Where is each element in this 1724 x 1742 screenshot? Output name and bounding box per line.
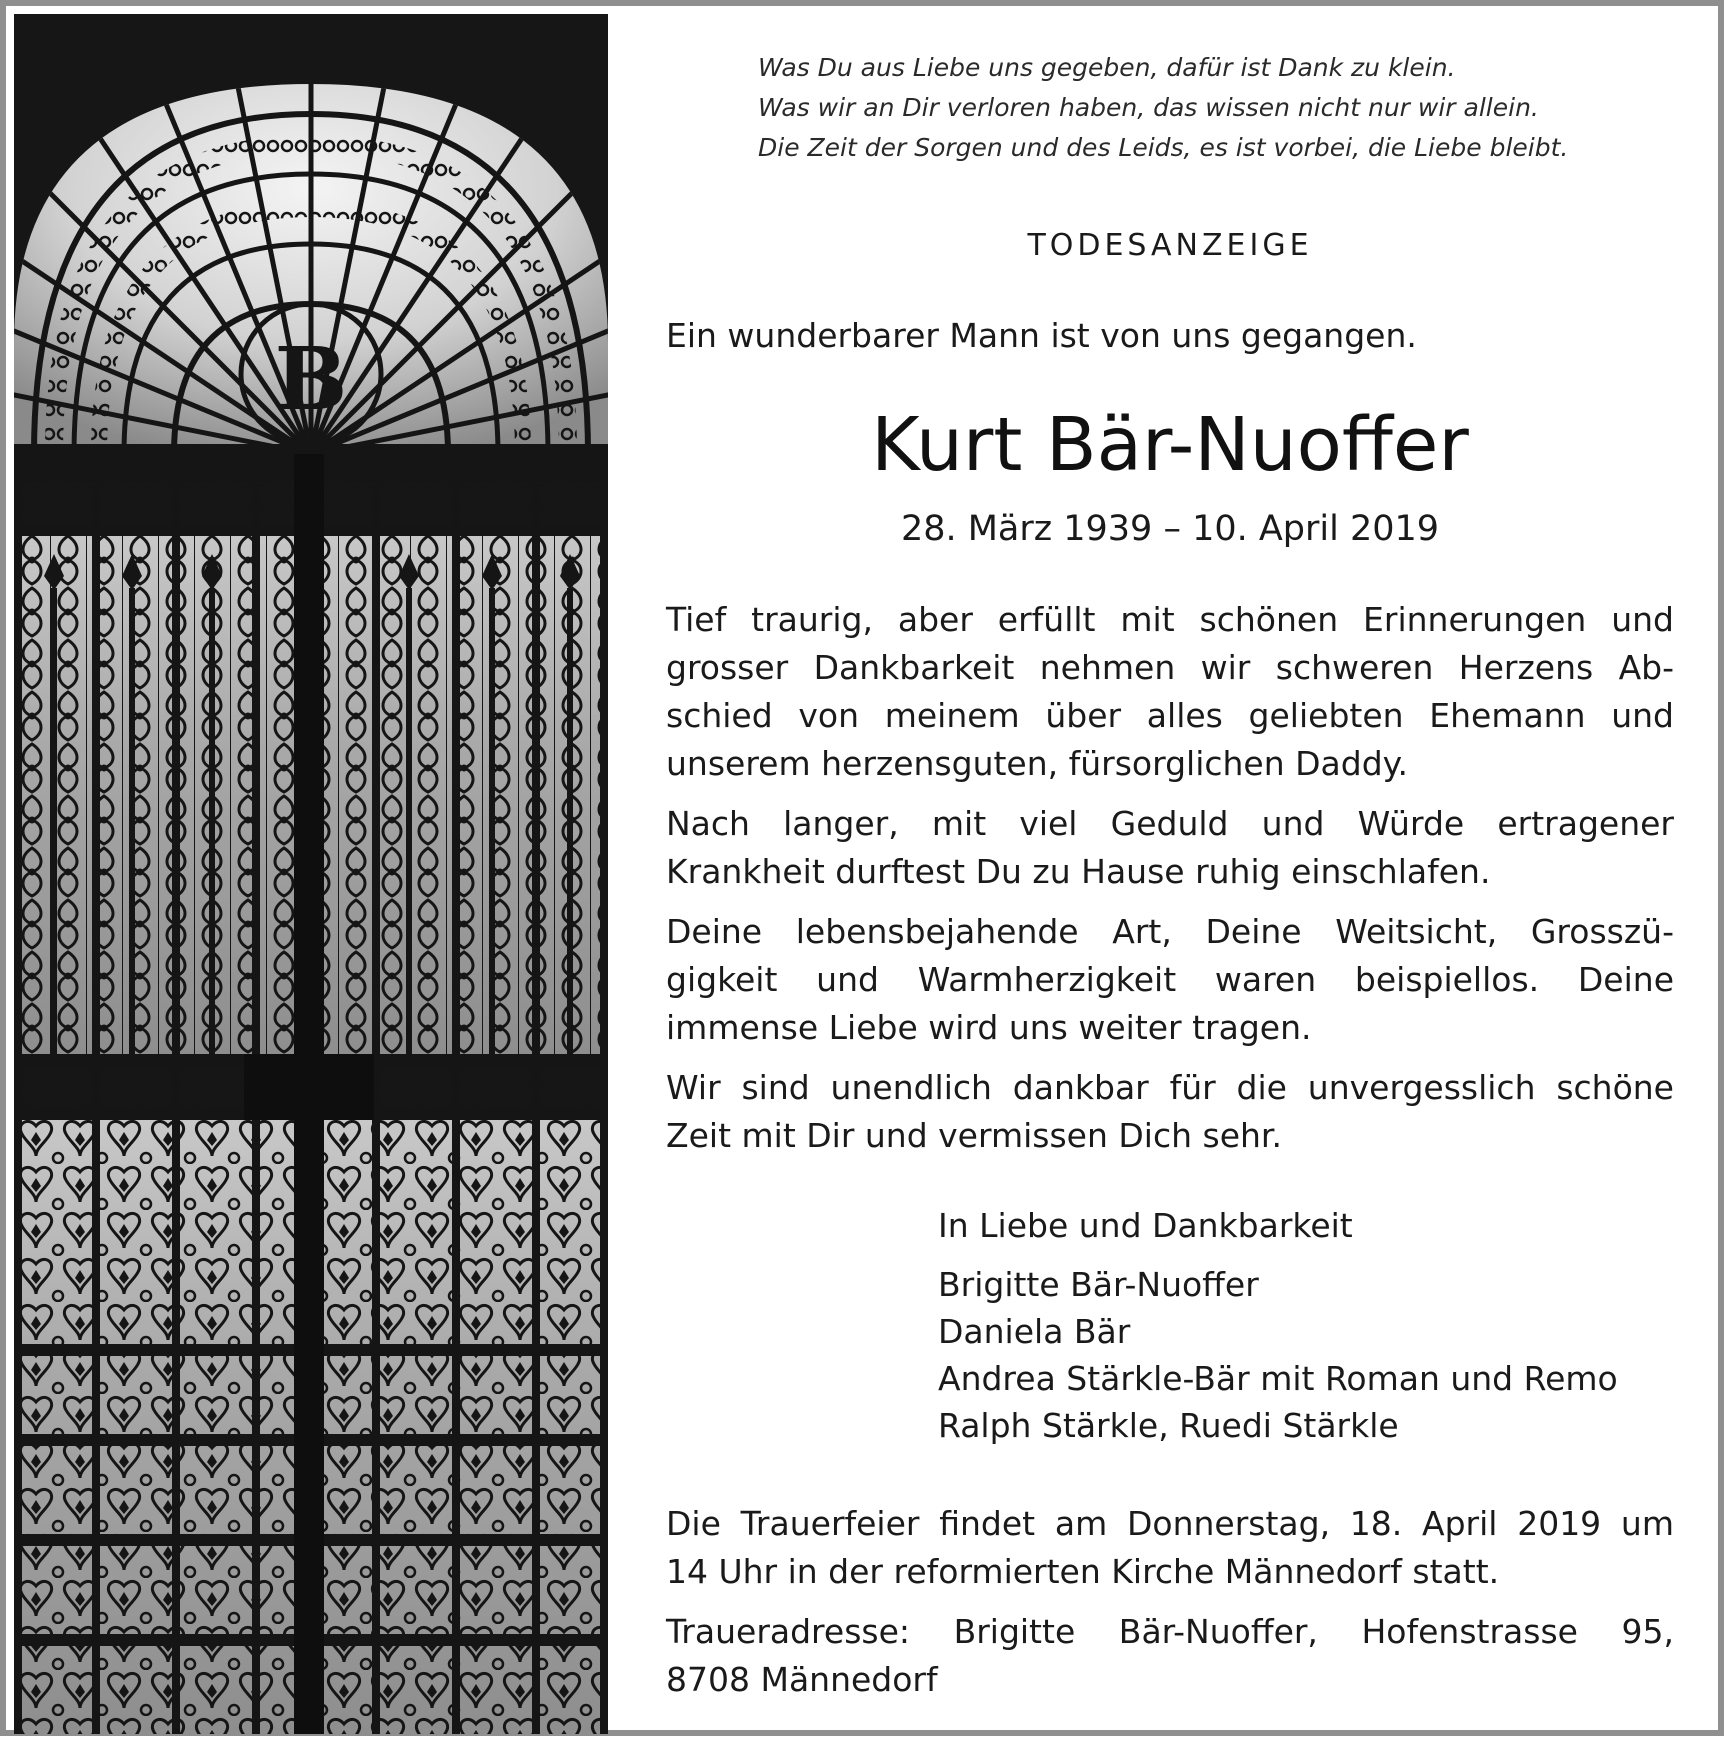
mourner-name: Ralph Stärkle, Ruedi Stärkle	[938, 1406, 1399, 1445]
mourner-name: Daniela Bär	[938, 1312, 1131, 1351]
footer-line: Die Trauerfeier findet am Donnerstag, 18. April 2019 um	[666, 1504, 1674, 1543]
body-line: Wir sind unendlich dankbar für die unvergesslich schöne	[666, 1068, 1674, 1107]
verse-line: Was Du aus Liebe uns gegeben, dafür ist Dank zu klein.	[758, 53, 1456, 82]
body-paragraph	[666, 1064, 1674, 1160]
body-line: schied von meinem über alles geliebten Ehemann und	[666, 696, 1674, 735]
deceased-name: Kurt Bär-Nuoffer	[871, 402, 1469, 488]
notice-heading: TODESANZEIGE	[1027, 228, 1313, 263]
body-line: Nach langer, mit viel Geduld und Würde ertragener	[666, 804, 1674, 843]
body-line: Tief traurig, aber erfüllt mit schönen Erinnerungen und	[666, 600, 1674, 639]
church-gate-photo	[14, 14, 608, 1734]
body-line: grosser Dankbarkeit nehmen wir schweren Herzens Ab-	[666, 648, 1674, 687]
obituary-body	[666, 596, 1674, 1172]
funeral-details	[666, 1500, 1674, 1716]
body-paragraph	[666, 596, 1674, 788]
monogram-letter: B	[274, 329, 348, 430]
body-line: Krankheit durftest Du zu Hause ruhig einschlafen.	[666, 852, 1491, 891]
body-line: unserem herzensguten, fürsorglichen Daddy.	[666, 744, 1408, 783]
body-paragraph	[666, 800, 1674, 896]
obituary-text	[666, 6, 1674, 1742]
body-line: gigkeit und Warmherzigkeit waren beispiellos. Deine	[666, 960, 1674, 999]
body-line: Deine lebensbejahende Art, Deine Weitsicht, Grosszü-	[666, 912, 1674, 951]
life-dates: 28. März 1939 – 10. April 2019	[900, 509, 1440, 549]
memorial-verse	[758, 48, 1568, 168]
mourner-name: Andrea Stärkle-Bär mit Roman und Remo	[938, 1359, 1618, 1398]
mourning-address	[666, 1608, 1674, 1704]
intro-line: Ein wunderbarer Mann ist von uns gegangen.	[666, 316, 1417, 355]
family-signature	[938, 1202, 1618, 1449]
verse-line: Die Zeit der Sorgen und des Leids, es ist vorbei, die Liebe bleibt.	[758, 133, 1569, 162]
mourner-name: Brigitte Bär-Nuoffer	[938, 1265, 1259, 1304]
body-paragraph	[666, 908, 1674, 1052]
body-line: Zeit mit Dir und vermissen Dich sehr.	[666, 1116, 1282, 1155]
footer-line: 8708 Männedorf	[666, 1660, 938, 1699]
signature-greeting: In Liebe und Dankbarkeit	[938, 1206, 1353, 1245]
service-info	[666, 1500, 1674, 1596]
wrought-iron-gate-image	[14, 14, 608, 1734]
verse-line: Was wir an Dir verloren haben, das wissen nicht nur wir allein.	[758, 93, 1539, 122]
footer-line: Traueradresse: Brigitte Bär-Nuoffer, Hofenstrasse 95,	[666, 1612, 1674, 1651]
footer-line: 14 Uhr in der reformierten Kirche Männedorf statt.	[666, 1552, 1500, 1591]
body-line: immense Liebe wird uns weiter tragen.	[666, 1008, 1312, 1047]
